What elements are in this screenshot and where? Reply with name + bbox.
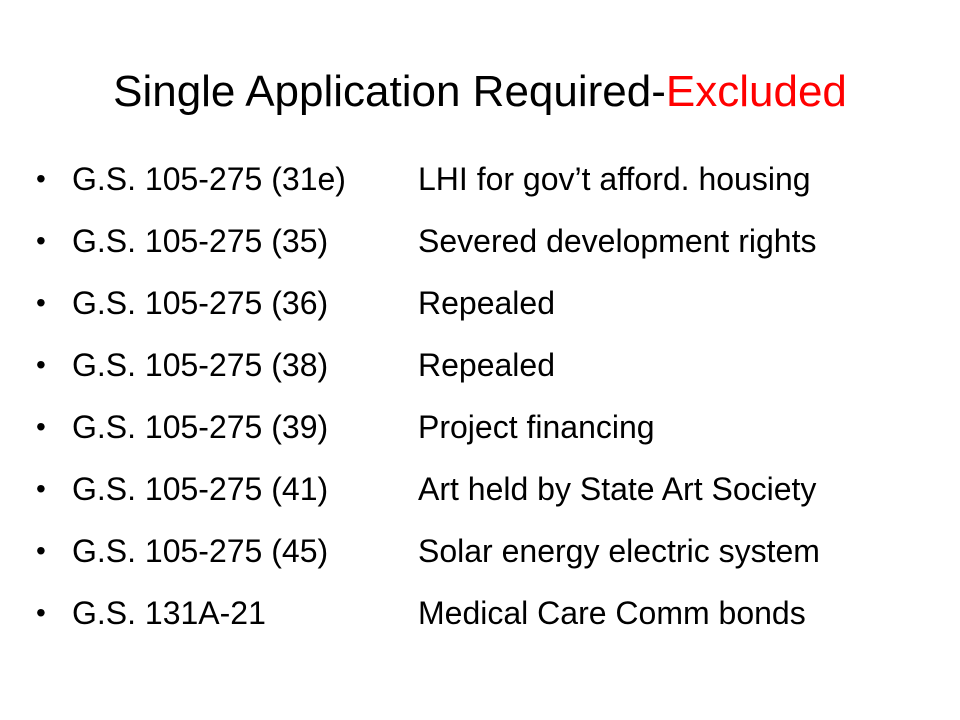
- statute-description: Art held by State Art Society: [418, 471, 817, 507]
- bullet-icon: •: [36, 597, 46, 628]
- list-item: [36, 396, 936, 458]
- slide-title: [0, 62, 960, 122]
- bullet-icon: •: [36, 411, 46, 442]
- statute-description: Severed development rights: [418, 223, 817, 259]
- list-item: [36, 582, 936, 644]
- title-main: Single Application Required-: [113, 67, 666, 116]
- bullet-icon: •: [36, 163, 46, 194]
- statute-code: G.S. 105-275 (39): [72, 409, 329, 445]
- list-item: [36, 210, 936, 272]
- list-item: [36, 334, 936, 396]
- statute-code: G.S. 105-275 (36): [72, 285, 329, 321]
- statute-code: G.S. 105-275 (35): [72, 223, 329, 259]
- list-item: [36, 520, 936, 582]
- statute-code: G.S. 105-275 (41): [72, 471, 329, 507]
- statute-description: Medical Care Comm bonds: [418, 595, 806, 631]
- list-item: [36, 272, 936, 334]
- list-item: [36, 148, 936, 210]
- statute-code: G.S. 105-275 (45): [72, 533, 329, 569]
- bullet-icon: •: [36, 473, 46, 504]
- title-accent: Excluded: [665, 67, 847, 116]
- statute-description: Repealed: [418, 347, 555, 383]
- bullet-list: [36, 148, 936, 644]
- statute-description: Solar energy electric system: [418, 533, 820, 569]
- statute-code: G.S. 105-275 (31e): [72, 161, 346, 197]
- bullet-icon: •: [36, 349, 46, 380]
- statute-code: G.S. 131A-21: [72, 595, 266, 631]
- statute-description: Project financing: [418, 409, 655, 445]
- bullet-icon: •: [36, 287, 46, 318]
- bullet-icon: •: [36, 535, 46, 566]
- statute-description: LHI for gov’t afford. housing: [418, 161, 811, 197]
- bullet-icon: •: [36, 225, 46, 256]
- statute-description: Repealed: [418, 285, 555, 321]
- statute-code: G.S. 105-275 (38): [72, 347, 329, 383]
- list-item: [36, 458, 936, 520]
